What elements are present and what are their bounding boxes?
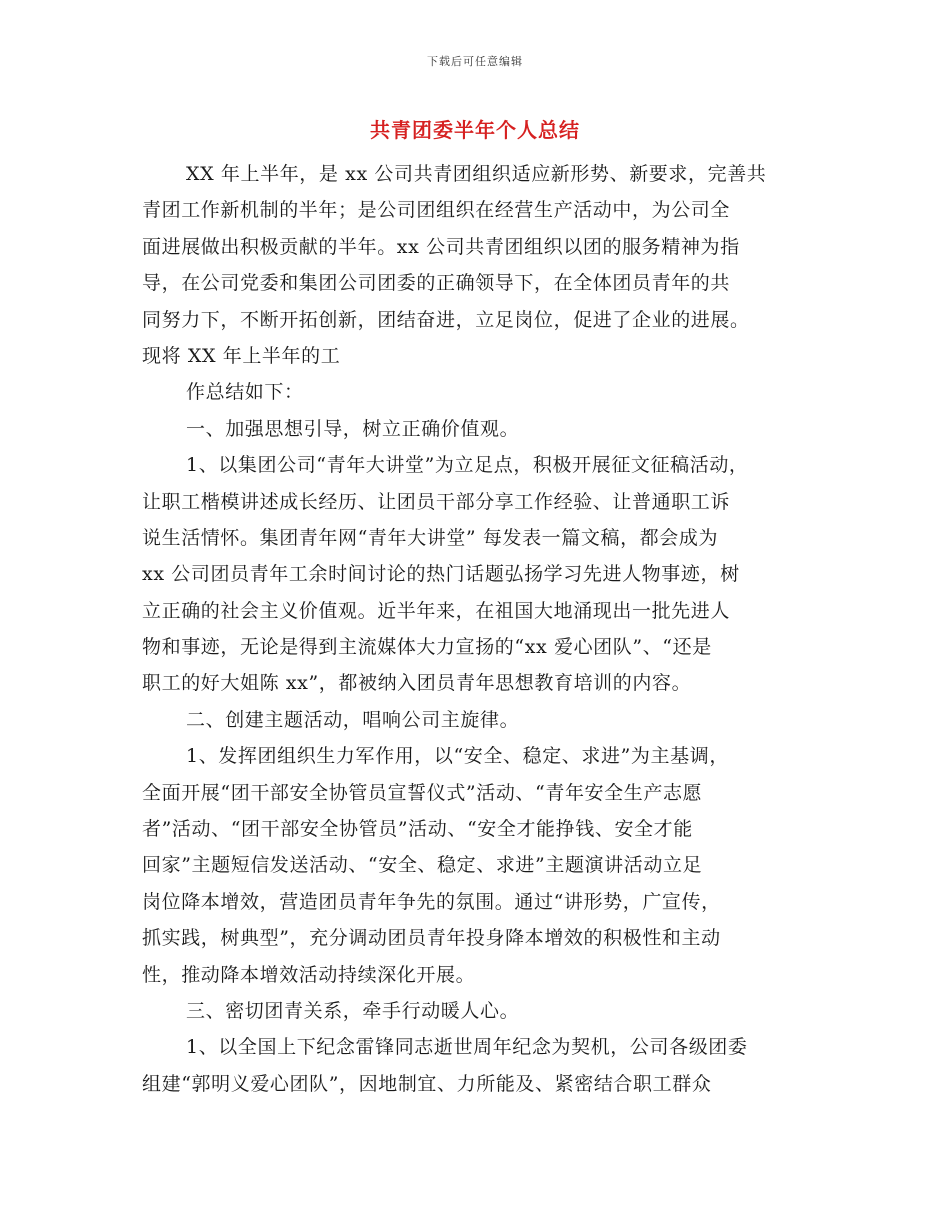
document-title: 共青团委半年个人总结 bbox=[370, 118, 580, 142]
text-line: 同努力下，不断开拓创新，团结奋进，立足岗位，促进了企业的进展。 bbox=[142, 308, 750, 331]
text-line: 作总结如下： bbox=[186, 381, 304, 404]
text-line: 1、以全国上下纪念雷锋同志逝世周年纪念为契机，公司各级团委 bbox=[186, 1036, 748, 1059]
text-line: 导，在公司党委和集团公司团委的正确领导下，在全体团员青年的共 bbox=[142, 272, 731, 295]
text-line: 二、创建主题活动，唱响公司主旋律。 bbox=[186, 708, 520, 731]
text-line: 回家”主题短信发送活动、“安全、稳定、求进”主题演讲活动立足 bbox=[142, 854, 703, 877]
text-line: 物和事迹，无论是得到主流媒体大力宣扬的“xx 爱心团队”、“还是 bbox=[142, 636, 712, 659]
text-line: 说生活情怀。集团青年网“青年大讲堂” 每发表一篇文稿，都会成为 bbox=[142, 526, 719, 549]
text-line: 现将 XX 年上半年的工 bbox=[142, 344, 341, 367]
text-line: 全面开展“团干部安全协管员宣誓仪式”活动、“青年安全生产志愿 bbox=[142, 781, 703, 804]
text-line: 青团工作新机制的半年；是公司团组织在经营生产活动中，为公司全 bbox=[142, 199, 731, 222]
text-line: 立正确的社会主义价值观。近半年来，在祖国大地涌现出一批先进人 bbox=[142, 599, 731, 622]
text-line: 抓实践，树典型”，充分调动团员青年投身降本增效的积极性和主动 bbox=[142, 927, 721, 950]
text-line: xx 公司团员青年工余时间讨论的热门话题弘扬学习先进人物事迹，树 bbox=[142, 563, 740, 586]
text-line: 职工的好大姐陈 xx”，都被纳入团员青年思想教育培训的内容。 bbox=[142, 672, 692, 695]
text-line: 1、以集团公司“青年大讲堂”为立足点，积极开展征文征稿活动， bbox=[186, 454, 749, 477]
text-line: 一、加强思想引导，树立正确价值观。 bbox=[186, 417, 520, 440]
text-line: 1、发挥团组织生力军作用，以“安全、稳定、求进”为主基调， bbox=[186, 745, 729, 768]
text-line: 面进展做出积极贡献的半年。xx 公司共青团组织以团的服务精神为指 bbox=[142, 235, 740, 258]
document-body bbox=[142, 156, 812, 1102]
text-line: 组建“郭明义爱心团队”，因地制宜、力所能及、紧密结合职工群众 bbox=[142, 1072, 712, 1095]
text-line: 让职工楷模讲述成长经历、让团员干部分享工作经验、让普通职工诉 bbox=[142, 490, 731, 513]
text-line: 者”活动、“团干部安全协管员”活动、“安全才能挣钱、安全才能 bbox=[142, 818, 693, 841]
text-line: 三、密切团青关系，牵手行动暖人心。 bbox=[186, 999, 520, 1022]
text-line: XX 年上半年，是 xx 公司共青团组织适应新形势、新要求，完善共 bbox=[186, 163, 767, 185]
text-line: 性，推动降本增效活动持续深化开展。 bbox=[142, 963, 476, 986]
text-line: 岗位降本增效，营造团员青年争先的氛围。通过“讲形势，广宣传， bbox=[142, 890, 721, 913]
page-header: 下载后可任意编辑 bbox=[427, 55, 523, 68]
